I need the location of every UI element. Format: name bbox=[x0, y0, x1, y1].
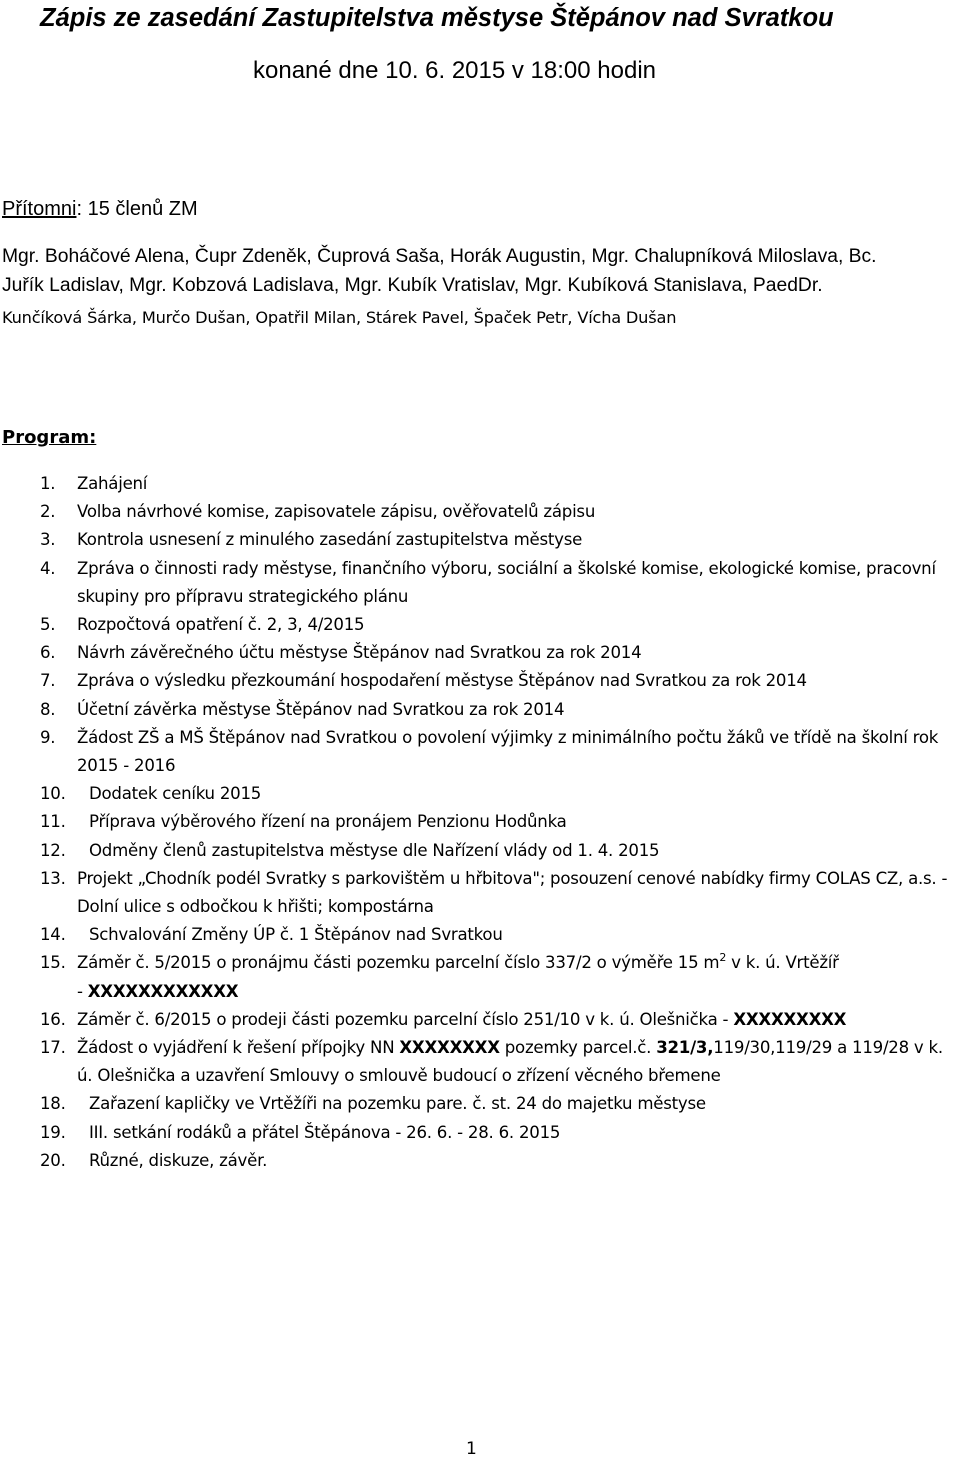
agenda-item bbox=[40, 865, 960, 921]
agenda-item-number: 4. bbox=[40, 558, 56, 578]
agenda-item-text-part: pozemky parcel.č. bbox=[499, 1038, 657, 1058]
superscript: 2 bbox=[719, 951, 727, 965]
agenda-item bbox=[40, 611, 960, 639]
attendance-value: : 15 členů ZM bbox=[76, 198, 198, 220]
agenda-item bbox=[40, 639, 960, 667]
members-list bbox=[2, 242, 952, 336]
agenda-item-number: 14. bbox=[40, 925, 66, 945]
agenda-item-text: Různé, diskuze, závěr. bbox=[89, 1150, 268, 1170]
agenda-item-number: 9. bbox=[40, 727, 56, 747]
agenda-item-number: 7. bbox=[40, 671, 56, 691]
agenda-item-number: 3. bbox=[40, 530, 56, 550]
agenda-item bbox=[40, 780, 960, 808]
agenda-item-text: Zpráva o činnosti rady městyse, finančního výboru, sociální a školské komise, ekologické komise, pracovní skupiny pro přípravu strategického plánu bbox=[77, 558, 936, 606]
agenda-item-number: 20. bbox=[40, 1150, 66, 1170]
agenda-item-text: Volba návrhové komise, zapisovatele zápisu, ověřovatelů zápisu bbox=[77, 502, 596, 522]
agenda-item-text: Zařazení kapličky ve Vrtěžíři na pozemku pare. č. st. 24 do majetku městyse bbox=[89, 1094, 706, 1114]
agenda-item-text-part: 119/30,119/29 a 119/28 v k. ú. Olešnička a uzavření Smlouvy o smlouvě budoucí o zřízení věcného břemene bbox=[77, 1038, 943, 1086]
agenda-item bbox=[40, 696, 960, 724]
agenda-item-number: 13. bbox=[40, 868, 66, 888]
page-subtitle: konané dne 10. 6. 2015 v 18:00 hodin bbox=[253, 57, 657, 84]
agenda-item-text: III. setkání rodáků a přátel Štěpánova - 26. 6. - 28. 6. 2015 bbox=[89, 1122, 561, 1142]
agenda-item bbox=[40, 526, 960, 554]
agenda-item-text-part: - bbox=[77, 981, 88, 1001]
agenda-item bbox=[40, 1147, 960, 1175]
agenda-item-text: Účetní závěrka městyse Štěpánov nad Svratkou za rok 2014 bbox=[77, 699, 565, 719]
agenda-item-text: Odměny členů zastupitelstva městyse dle Nařízení vlády od 1. 4. 2015 bbox=[89, 840, 660, 860]
agenda-item bbox=[40, 1119, 960, 1147]
page-number: 1 bbox=[466, 1439, 477, 1459]
agenda-item-text-part: Záměr č. 6/2015 o prodeji části pozemku parcelní číslo 251/10 v k. ú. Olešnička - bbox=[77, 1009, 734, 1029]
agenda-item-number: 2. bbox=[40, 502, 56, 522]
redacted-text: XXXXXXXXX bbox=[733, 1009, 847, 1029]
agenda-item bbox=[40, 1006, 960, 1034]
agenda-item-text: Rozpočtová opatření č. 2, 3, 4/2015 bbox=[77, 615, 365, 635]
agenda-item-text: Zpráva o výsledku přezkoumání hospodaření městyse Štěpánov nad Svratkou za rok 2014 bbox=[77, 671, 807, 691]
agenda-item-text-part: v k. ú. Vrtěžíř bbox=[726, 953, 839, 973]
attendance-label: Přítomni bbox=[2, 198, 77, 220]
agenda-item-number: 19. bbox=[40, 1122, 66, 1142]
agenda-item-text bbox=[77, 949, 960, 1005]
agenda-item bbox=[40, 470, 960, 498]
agenda-item bbox=[40, 555, 960, 611]
agenda-item-text: Zahájení bbox=[77, 474, 148, 493]
agenda-item-text: Návrh závěrečného účtu městyse Štěpánov nad Svratkou za rok 2014 bbox=[77, 643, 642, 663]
redacted-text: XXXXXXXX bbox=[399, 1038, 500, 1058]
agenda-item-number: 8. bbox=[40, 699, 56, 719]
page-title: Zápis ze zasedání Zastupitelstva městyse Štěpánov nad Svratkou bbox=[40, 4, 834, 32]
agenda-item-number: 1. bbox=[40, 474, 56, 493]
agenda-item-number: 17. bbox=[40, 1038, 66, 1058]
agenda-item-number: 18. bbox=[40, 1094, 66, 1114]
attendance-line bbox=[2, 196, 198, 222]
agenda-item-text: Příprava výběrového řízení na pronájem Penzionu Hodůnka bbox=[89, 812, 567, 832]
agenda-item-number: 12. bbox=[40, 840, 66, 860]
agenda-item-number: 10. bbox=[40, 784, 66, 804]
agenda-item-text-part: Záměr č. 5/2015 o pronájmu části pozemku parcelní číslo 337/2 o výměře 15 m bbox=[77, 953, 720, 973]
agenda-item bbox=[40, 1090, 960, 1118]
agenda-item-text: Žádost ZŠ a MŠ Štěpánov nad Svratkou o povolení výjimky z minimálního počtu žáků ve třídě na školní rok 2015 - 2016 bbox=[77, 727, 939, 776]
agenda-item-number: 5. bbox=[40, 615, 56, 635]
agenda-item-text-part: Žádost o vyjádření k řešení přípojky NN bbox=[77, 1038, 400, 1058]
agenda-item-text: Projekt „Chodník podél Svratky s parkovištěm u hřbitova"; posouzení cenové nabídky firmy COLAS CZ, a.s. - Dolní ulice s odbočkou k hřišti; kompostárna bbox=[77, 868, 948, 917]
agenda-item bbox=[40, 498, 960, 526]
members-line: Juřík Ladislav, Mgr. Kobzová Ladislava, Mgr. Kubík Vratislav, Mgr. Kubíková Stanislava, PaedDr. bbox=[2, 275, 823, 296]
agenda-list bbox=[40, 470, 960, 1175]
agenda-item bbox=[40, 921, 960, 949]
agenda-item-number: 15. bbox=[40, 953, 66, 973]
agenda-item-text bbox=[77, 1006, 960, 1034]
parcel-number: 321/3, bbox=[656, 1038, 714, 1058]
program-heading: Program: bbox=[2, 427, 97, 448]
agenda-item-text: Dodatek ceníku 2015 bbox=[89, 784, 262, 804]
agenda-item bbox=[40, 1034, 960, 1090]
agenda-item-number: 11. bbox=[40, 812, 66, 832]
agenda-item bbox=[40, 724, 960, 780]
agenda-item-text bbox=[77, 1034, 960, 1090]
members-line: Kunčíková Šárka, Murčo Dušan, Opatřil Milan, Stárek Pavel, Špaček Petr, Vícha Dušan bbox=[2, 308, 677, 327]
agenda-item bbox=[40, 808, 960, 836]
redacted-text: XXXXXXXXXXXX bbox=[87, 981, 239, 1001]
agenda-item-text: Kontrola usnesení z minulého zasedání zastupitelstva městyse bbox=[77, 530, 583, 550]
agenda-item bbox=[40, 667, 960, 695]
members-line: Mgr. Boháčové Alena, Čupr Zdeněk, Čuprová Saša, Horák Augustin, Mgr. Chalupníková Miloslava, Bc. bbox=[2, 246, 877, 267]
agenda-item-number: 16. bbox=[40, 1009, 66, 1029]
agenda-item bbox=[40, 837, 960, 865]
agenda-item bbox=[40, 949, 960, 1005]
agenda-item-text: Schvalování Změny ÚP č. 1 Štěpánov nad Svratkou bbox=[89, 925, 503, 945]
agenda-item-number: 6. bbox=[40, 643, 56, 663]
